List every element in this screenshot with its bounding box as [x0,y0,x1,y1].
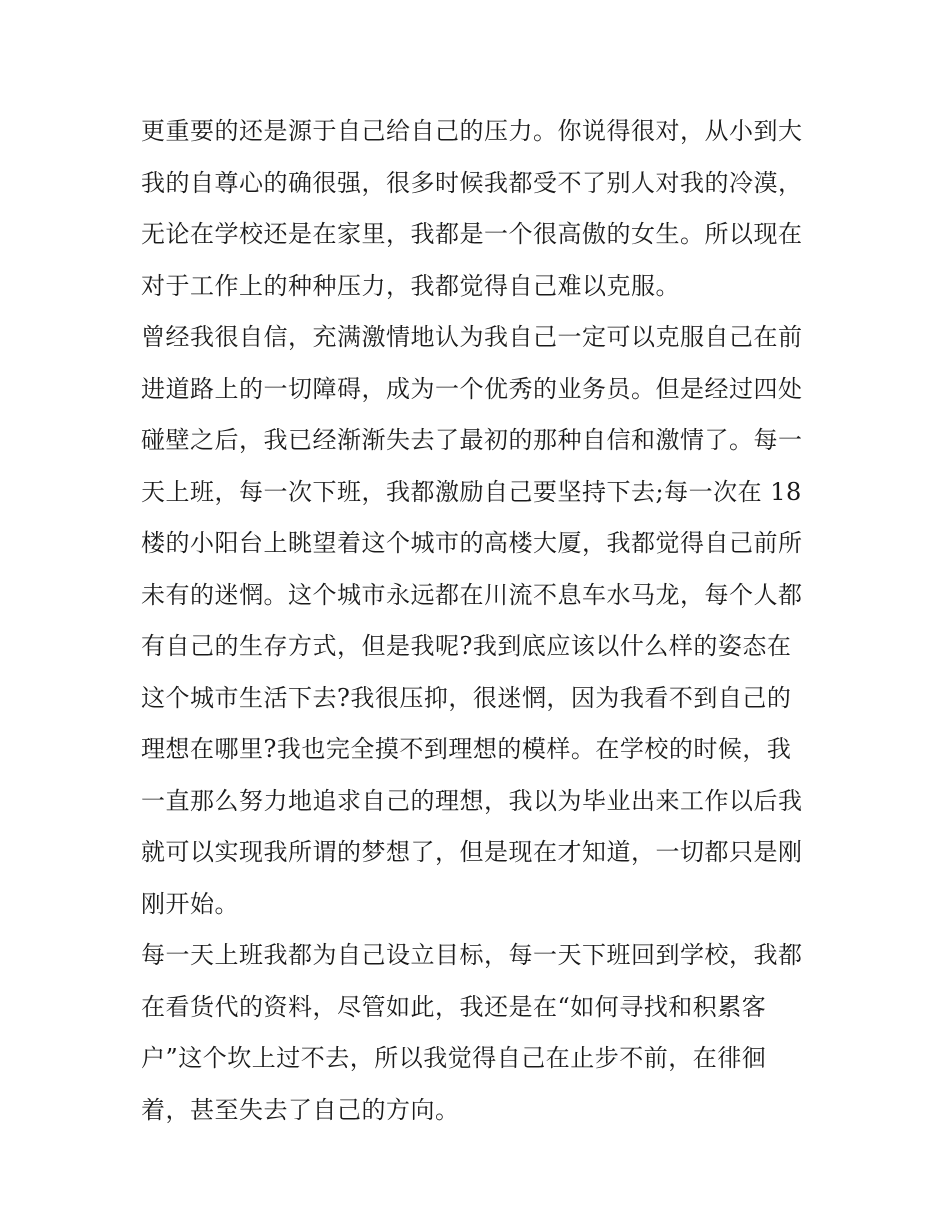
text-line: 户”这个坎上过不去，所以我觉得自己在止步不前，在徘徊 [141,1044,767,1072]
text-line: 每一天上班我都为自己设立目标，每一天下班回到学校，我都 [141,941,803,969]
text-line: 无论在学校还是在家里，我都是一个很高傲的女生。所以现在 [141,220,803,248]
text-line: 这个城市生活下去?我很压抑，很迷惘，因为我看不到自己的 [141,683,792,712]
text-line: 碰壁之后，我已经渐渐失去了最初的那种自信和激情了。每一 [141,426,803,454]
text-line: 楼的小阳台上眺望着这个城市的高楼大厦，我都觉得自己前所 [141,529,803,557]
text-line: 天上班，每一次下班，我都激励自己要坚持下去;每一次在 18 [141,477,802,506]
text-line: 着，甚至失去了自己的方向。 [141,1095,460,1124]
document-body [141,106,821,1136]
text-line: 刚开始。 [141,889,239,918]
text-line: 一直那么努力地追求自己的理想，我以为毕业出来工作以后我 [141,786,803,815]
text-line: 就可以实现我所谓的梦想了，但是现在才知道，一切都只是刚 [141,838,803,866]
text-line: 在看货代的资料，尽管如此，我还是在“如何寻找和积累客 [141,992,767,1021]
text-line: 理想在哪里?我也完全摸不到理想的模样。在学校的时候，我 [141,735,792,763]
text-line: 对于工作上的种种压力，我都觉得自己难以克服。 [141,271,680,300]
text-line: 曾经我很自信，充满激情地认为我自己一定可以克服自己在前 [141,323,803,351]
text-line: 未有的迷惘。这个城市永远都在川流不息车水马龙，每个人都 [141,580,803,609]
text-line: 进道路上的一切障碍，成为一个优秀的业务员。但是经过四处 [141,374,803,403]
text-line: 我的自尊心的确很强，很多时候我都受不了别人对我的冷漠， [141,168,803,197]
text-line: 更重要的还是源于自己给自己的压力。你说得很对，从小到大 [141,117,803,145]
text-line: 有自己的生存方式，但是我呢?我到底应该以什么样的姿态在 [141,632,792,660]
